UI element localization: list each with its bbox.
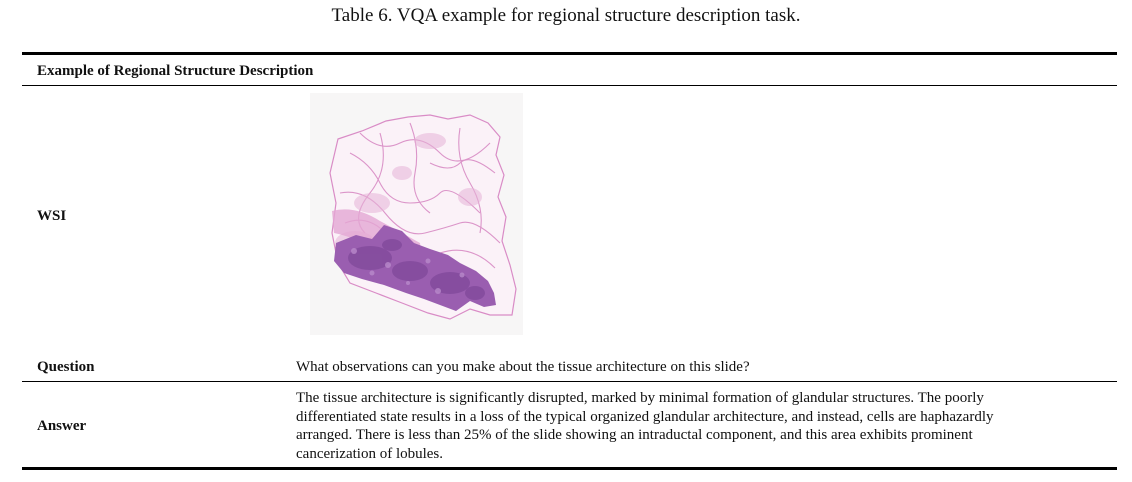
answer-line: differentiated state results in a loss of the typical organized glandular architecture, and instead, cells are haphazardly [296,408,994,425]
answer-line: cancerization of lobules. [296,445,444,462]
bottom-rule [22,467,1117,470]
header-rule [22,85,1117,86]
answer-label: Answer [37,418,87,434]
table-caption: Table 6. VQA example for regional structure description task. [331,5,801,26]
wsi-thumbnail [310,93,523,335]
wsi-image [310,93,523,335]
answer-line: arranged. There is less than 25% of the slide showing an intraductal component, and this area exhibits prominent [296,427,973,443]
question-label: Question [37,359,95,375]
question-rule [22,381,1117,382]
answer-text [296,389,1086,463]
top-rule [22,52,1117,55]
table-header: Example of Regional Structure Description [37,63,314,79]
answer-line: The tissue architecture is significantly disrupted, marked by minimal formation of glandular structures. The poorly [296,390,984,406]
question-text: What observations can you make about the tissue architecture on this slide? [296,359,750,375]
wsi-label: WSI [37,208,67,224]
